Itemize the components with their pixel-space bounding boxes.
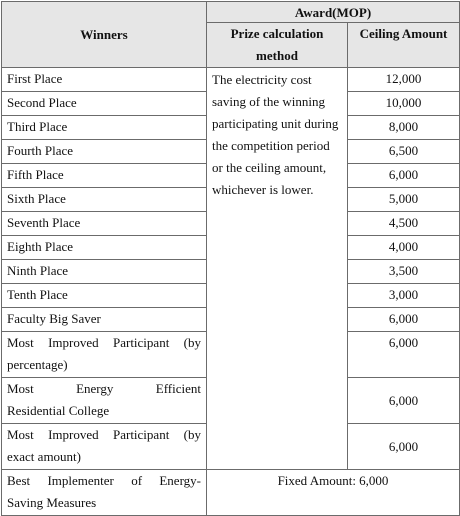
ceiling-header: Ceiling Amount bbox=[348, 23, 460, 68]
ceiling-amount: 12,000 bbox=[348, 68, 460, 92]
winner-cell: Eighth Place bbox=[2, 236, 207, 260]
winner-line: Residential College bbox=[7, 403, 110, 418]
fixed-amount: Fixed Amount: 6,000 bbox=[207, 470, 460, 516]
winner-cell: Sixth Place bbox=[2, 188, 207, 212]
winner-line: Most Improved Participant (by bbox=[7, 427, 201, 442]
winner-cell bbox=[2, 332, 207, 378]
ceiling-amount: 4,000 bbox=[348, 236, 460, 260]
ceiling-amount: 4,500 bbox=[348, 212, 460, 236]
winner-cell: Tenth Place bbox=[2, 284, 207, 308]
method-header: Prize calculation method bbox=[207, 23, 348, 68]
winner-line: percentage) bbox=[7, 357, 68, 372]
winner-line: exact amount) bbox=[7, 449, 81, 464]
winner-cell: Faculty Big Saver bbox=[2, 308, 207, 332]
ceiling-amount: 6,000 bbox=[348, 332, 460, 378]
ceiling-amount: 6,000 bbox=[348, 164, 460, 188]
winner-line: Best Implementer of Energy- bbox=[7, 473, 201, 488]
winner-cell: Second Place bbox=[2, 92, 207, 116]
winner-cell: Ninth Place bbox=[2, 260, 207, 284]
ceiling-amount: 6,000 bbox=[348, 378, 460, 424]
winner-cell bbox=[2, 378, 207, 424]
table-row bbox=[2, 470, 460, 516]
winner-cell: First Place bbox=[2, 68, 207, 92]
ceiling-amount: 6,000 bbox=[348, 308, 460, 332]
ceiling-amount: 8,000 bbox=[348, 116, 460, 140]
winner-cell: Seventh Place bbox=[2, 212, 207, 236]
ceiling-amount: 6,000 bbox=[348, 424, 460, 470]
winner-cell: Third Place bbox=[2, 116, 207, 140]
winner-cell: Fourth Place bbox=[2, 140, 207, 164]
winner-cell bbox=[2, 470, 207, 516]
winner-cell bbox=[2, 424, 207, 470]
winner-cell: Fifth Place bbox=[2, 164, 207, 188]
table-row bbox=[2, 68, 460, 92]
ceiling-amount: 10,000 bbox=[348, 92, 460, 116]
winner-line: Saving Measures bbox=[7, 495, 97, 510]
ceiling-amount: 6,500 bbox=[348, 140, 460, 164]
award-header: Award(MOP) bbox=[207, 2, 460, 23]
ceiling-amount: 5,000 bbox=[348, 188, 460, 212]
ceiling-amount: 3,000 bbox=[348, 284, 460, 308]
ceiling-amount: 3,500 bbox=[348, 260, 460, 284]
winner-line: Most Improved Participant (by bbox=[7, 335, 201, 350]
winners-header: Winners bbox=[2, 2, 207, 68]
winner-line: Most Energy Efficient bbox=[7, 381, 201, 396]
method-description: The electricity cost saving of the winning participating unit during the competition period or the ceiling amount, whichever is lower. bbox=[207, 68, 348, 470]
award-table bbox=[1, 1, 460, 516]
